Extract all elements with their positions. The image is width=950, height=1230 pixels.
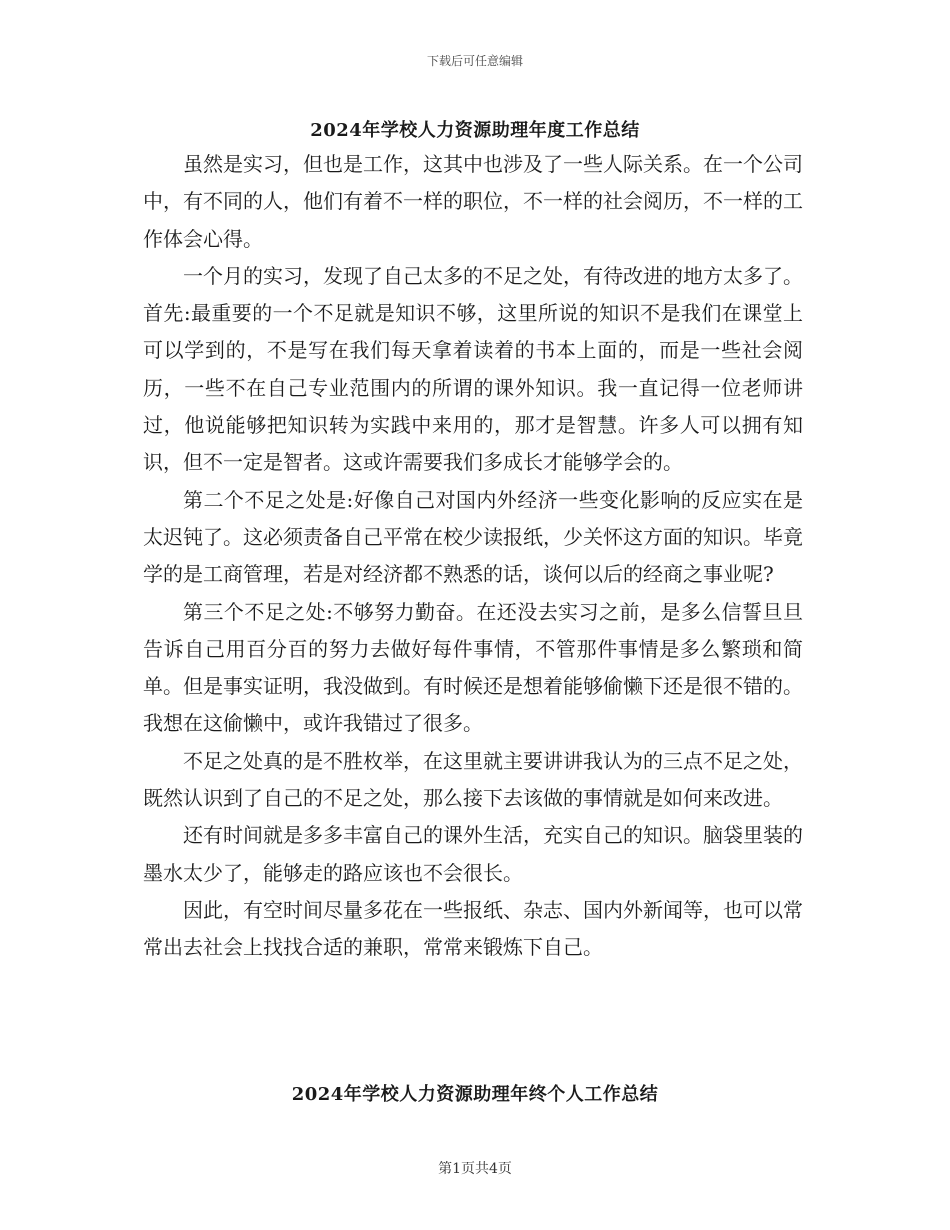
document-title: 2024年学校人力资源助理年度工作总结 [310, 120, 640, 141]
page-footer: 第1页共4页 [438, 1161, 512, 1177]
paragraph: 第二个不足之处是:好像自己对国内外经济一些变化影响的反应实在是太迟钝了。这必须责备自己平常在校少读报纸，少关怀这方面的知识。毕竟学的是工商管理，若是对经济都不熟悉的话，谈何以后的经商之事业呢? [143, 487, 803, 587]
next-section-title: 2024年学校人力资源助理年终个人工作总结 [291, 1084, 659, 1105]
paragraph: 虽然是实习，但也是工作，这其中也涉及了一些人际关系。在一个公司中，有不同的人，他们有着不一样的职位，不一样的社会阅历，不一样的工作体会心得。 [143, 152, 803, 251]
paragraph: 第三个不足之处:不够努力勤奋。在还没去实习之前，是多么信誓旦旦告诉自己用百分百的努力去做好每件事情，不管那件事情是多么繁琐和简单。但是事实证明，我没做到。有时候还是想着能够偷懒下还是很不错的。我想在这偷懒中，或许我错过了很多。 [143, 599, 803, 736]
paragraph: 一个月的实习，发现了自己太多的不足之处，有待改进的地方太多了。首先:最重要的一个不足就是知识不够，这里所说的知识不是我们在课堂上可以学到的，不是写在我们每天拿着读着的书本上面的，而是一些社会阅历，一些不在自己专业范围内的所谓的课外知识。我一直记得一位老师讲过，他说能够把知识转为实践中来用的，那才是智慧。许多人可以拥有知识，但不一定是智者。这或许需要我们多成长才能够学会的。 [143, 263, 803, 475]
paragraph: 因此，有空时间尽量多花在一些报纸、杂志、国内外新闻等，也可以常常出去社会上找找合适的兼职，常常来锻炼下自己。 [143, 897, 803, 960]
document-body [143, 146, 803, 967]
paragraph: 不足之处真的是不胜枚举，在这里就主要讲讲我认为的三点不足之处，既然认识到了自己的不足之处，那么接下去该做的事情就是如何来改进。 [143, 748, 803, 811]
header-note: 下载后可任意编辑 [426, 54, 523, 68]
paragraph: 还有时间就是多多丰富自己的课外生活，充实自己的知识。脑袋里装的墨水太少了，能够走的路应该也不会很长。 [143, 823, 803, 885]
